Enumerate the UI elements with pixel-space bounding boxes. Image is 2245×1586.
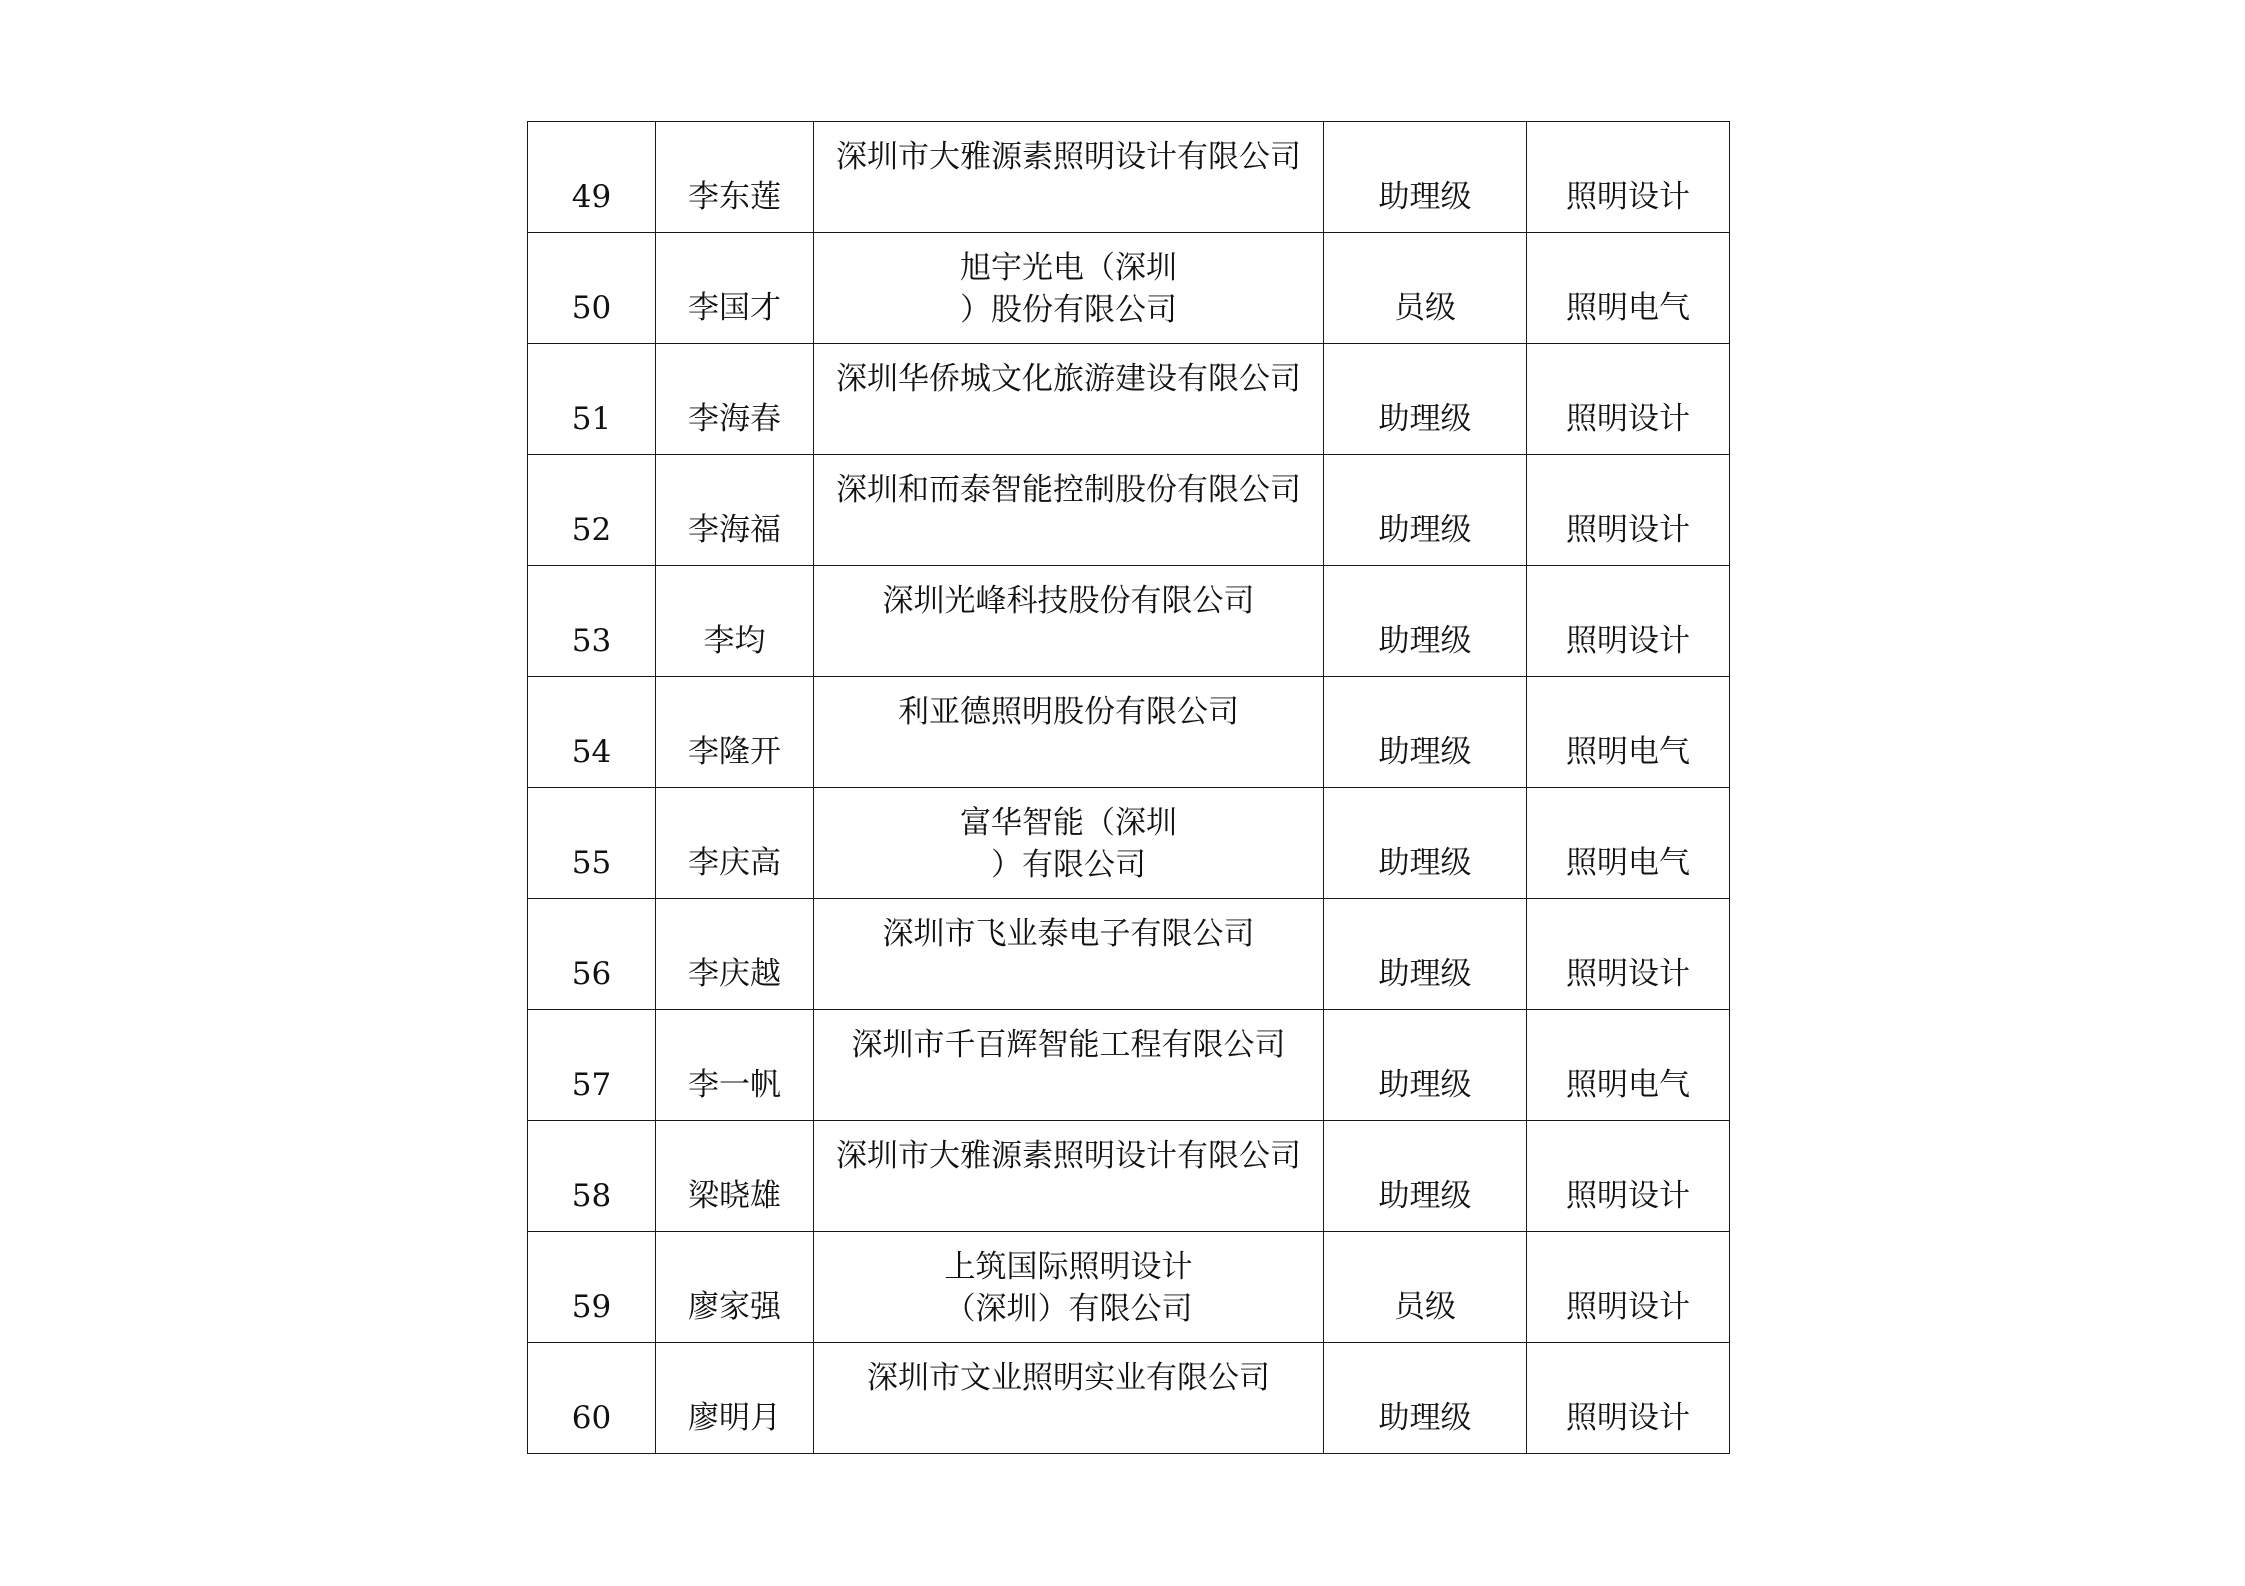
company-name-line: 利亚德照明股份有限公司 xyxy=(898,694,1239,730)
row-number-cell xyxy=(528,899,656,1010)
company-name xyxy=(822,1357,1315,1399)
company-name xyxy=(822,802,1315,886)
row-number-cell xyxy=(528,1343,656,1454)
person-name: 李海春 xyxy=(688,401,781,437)
company-cell xyxy=(814,122,1324,233)
table-row xyxy=(528,677,1730,788)
qualification-level-cell xyxy=(1324,1232,1527,1343)
table-row xyxy=(528,455,1730,566)
qualification-level-cell xyxy=(1324,344,1527,455)
person-name: 李国才 xyxy=(688,290,781,326)
specialty-field: 照明设计 xyxy=(1566,1178,1690,1214)
qualification-level: 助理级 xyxy=(1378,512,1472,548)
qualification-level-cell xyxy=(1324,233,1527,344)
company-cell xyxy=(814,788,1324,899)
person-name: 李庆高 xyxy=(688,845,781,881)
company-name xyxy=(822,247,1315,331)
specialty-field: 照明设计 xyxy=(1566,401,1690,437)
specialty-field-cell xyxy=(1527,1343,1730,1454)
specialty-field: 照明设计 xyxy=(1566,1400,1690,1436)
specialty-field: 照明设计 xyxy=(1566,512,1690,548)
qualification-level: 助理级 xyxy=(1378,1400,1472,1436)
row-number-cell xyxy=(528,455,656,566)
company-name xyxy=(822,1024,1315,1066)
company-name-line: 深圳光峰科技股份有限公司 xyxy=(882,583,1255,619)
qualification-level: 助理级 xyxy=(1378,1178,1472,1214)
person-name-cell xyxy=(656,1121,814,1232)
person-name-cell xyxy=(656,344,814,455)
company-cell xyxy=(814,233,1324,344)
company-name xyxy=(822,358,1315,400)
company-name-line: 深圳市飞业泰电子有限公司 xyxy=(882,916,1255,952)
company-cell xyxy=(814,566,1324,677)
company-cell xyxy=(814,677,1324,788)
company-name xyxy=(822,1246,1315,1330)
qualification-level: 员级 xyxy=(1394,290,1456,326)
company-cell xyxy=(814,1010,1324,1121)
person-name-cell xyxy=(656,788,814,899)
specialty-field: 照明设计 xyxy=(1566,179,1690,215)
specialty-field-cell xyxy=(1527,455,1730,566)
person-name: 梁晓雄 xyxy=(688,1178,781,1214)
row-number-cell xyxy=(528,233,656,344)
row-number: 51 xyxy=(571,401,612,437)
person-name-cell xyxy=(656,1010,814,1121)
row-number: 54 xyxy=(571,734,612,770)
row-number-cell xyxy=(528,566,656,677)
table-row xyxy=(528,788,1730,899)
table-row xyxy=(528,233,1730,344)
company-name-line: 深圳市大雅源素照明设计有限公司 xyxy=(836,1138,1301,1174)
row-number: 58 xyxy=(571,1178,612,1214)
specialty-field-cell xyxy=(1527,788,1730,899)
qualification-level-cell xyxy=(1324,1010,1527,1121)
row-number: 53 xyxy=(571,623,612,659)
person-name-cell xyxy=(656,677,814,788)
table-row xyxy=(528,1010,1730,1121)
table-row xyxy=(528,1343,1730,1454)
specialty-field: 照明电气 xyxy=(1566,845,1690,881)
person-name-cell xyxy=(656,1232,814,1343)
person-name: 李均 xyxy=(703,623,766,659)
qualification-level-cell xyxy=(1324,455,1527,566)
specialty-field-cell xyxy=(1527,677,1730,788)
person-name: 李东莲 xyxy=(688,179,781,215)
specialty-field: 照明设计 xyxy=(1566,623,1690,659)
qualification-level-cell xyxy=(1324,899,1527,1010)
company-cell xyxy=(814,899,1324,1010)
person-name: 李海福 xyxy=(688,512,781,548)
specialty-field: 照明电气 xyxy=(1566,290,1690,326)
row-number-cell xyxy=(528,1232,656,1343)
table-row xyxy=(528,122,1730,233)
row-number: 60 xyxy=(571,1400,612,1436)
company-name-line: 上筑国际照明设计 xyxy=(944,1249,1193,1285)
qualification-level-cell xyxy=(1324,1343,1527,1454)
person-name: 李庆越 xyxy=(688,956,781,992)
company-name-line: ）股份有限公司 xyxy=(960,292,1177,328)
qualification-level-cell xyxy=(1324,1121,1527,1232)
company-name-line: （深圳）有限公司 xyxy=(944,1291,1193,1327)
table-row xyxy=(528,1232,1730,1343)
qualification-level-cell xyxy=(1324,677,1527,788)
qualification-level: 助理级 xyxy=(1378,734,1472,770)
table-row xyxy=(528,899,1730,1010)
specialty-field-cell xyxy=(1527,233,1730,344)
row-number-cell xyxy=(528,788,656,899)
specialty-field-cell xyxy=(1527,122,1730,233)
qualification-level: 助理级 xyxy=(1378,956,1472,992)
row-number: 55 xyxy=(571,845,612,881)
person-name-cell xyxy=(656,233,814,344)
company-name xyxy=(822,913,1315,955)
specialty-field-cell xyxy=(1527,566,1730,677)
company-name xyxy=(822,691,1315,733)
row-number: 52 xyxy=(571,512,612,548)
specialty-field-cell xyxy=(1527,344,1730,455)
qualification-level: 助理级 xyxy=(1378,623,1472,659)
specialty-field: 照明设计 xyxy=(1566,956,1690,992)
row-number-cell xyxy=(528,677,656,788)
company-name xyxy=(822,136,1315,178)
table-row xyxy=(528,1121,1730,1232)
roster-table-body xyxy=(528,122,1730,1454)
company-cell xyxy=(814,455,1324,566)
person-name-cell xyxy=(656,899,814,1010)
company-name-line: 旭宇光电（深圳 xyxy=(960,250,1177,286)
company-name-line: 深圳市文业照明实业有限公司 xyxy=(867,1360,1270,1396)
specialty-field-cell xyxy=(1527,899,1730,1010)
row-number-cell xyxy=(528,1121,656,1232)
row-number-cell xyxy=(528,1010,656,1121)
person-name-cell xyxy=(656,1343,814,1454)
company-cell xyxy=(814,1343,1324,1454)
person-name-cell xyxy=(656,122,814,233)
qualification-level: 员级 xyxy=(1394,1289,1456,1325)
qualification-level: 助理级 xyxy=(1378,845,1472,881)
specialty-field: 照明电气 xyxy=(1566,1067,1690,1103)
qualification-level: 助理级 xyxy=(1378,401,1472,437)
row-number: 50 xyxy=(571,290,612,326)
specialty-field-cell xyxy=(1527,1232,1730,1343)
company-cell xyxy=(814,344,1324,455)
company-name-line: ）有限公司 xyxy=(991,847,1146,883)
qualification-level-cell xyxy=(1324,788,1527,899)
row-number: 56 xyxy=(571,956,612,992)
company-name-line: 深圳市千百辉智能工程有限公司 xyxy=(851,1027,1286,1063)
qualification-level-cell xyxy=(1324,566,1527,677)
table-row xyxy=(528,566,1730,677)
company-name xyxy=(822,1135,1315,1177)
person-name: 廖明月 xyxy=(688,1400,781,1436)
qualification-level: 助理级 xyxy=(1378,1067,1472,1103)
company-name-line: 深圳和而泰智能控制股份有限公司 xyxy=(836,472,1301,508)
person-name: 李隆开 xyxy=(688,734,781,770)
row-number-cell xyxy=(528,344,656,455)
table-row xyxy=(528,344,1730,455)
person-name-cell xyxy=(656,455,814,566)
row-number: 59 xyxy=(571,1289,612,1325)
row-number: 49 xyxy=(571,179,612,215)
specialty-field: 照明电气 xyxy=(1566,734,1690,770)
company-name-line: 深圳华侨城文化旅游建设有限公司 xyxy=(836,361,1301,397)
company-name xyxy=(822,469,1315,511)
company-name-line: 富华智能（深圳 xyxy=(960,805,1177,841)
company-cell xyxy=(814,1121,1324,1232)
person-name-cell xyxy=(656,566,814,677)
specialty-field-cell xyxy=(1527,1121,1730,1232)
qualification-level-cell xyxy=(1324,122,1527,233)
row-number: 57 xyxy=(571,1067,612,1103)
qualification-level: 助理级 xyxy=(1378,179,1472,215)
specialty-field-cell xyxy=(1527,1010,1730,1121)
specialty-field: 照明设计 xyxy=(1566,1289,1690,1325)
company-name xyxy=(822,580,1315,622)
company-name-line: 深圳市大雅源素照明设计有限公司 xyxy=(836,139,1301,175)
company-cell xyxy=(814,1232,1324,1343)
person-name: 廖家强 xyxy=(688,1289,781,1325)
row-number-cell xyxy=(528,122,656,233)
roster-table xyxy=(527,121,1730,1454)
person-name: 李一帆 xyxy=(688,1067,781,1103)
